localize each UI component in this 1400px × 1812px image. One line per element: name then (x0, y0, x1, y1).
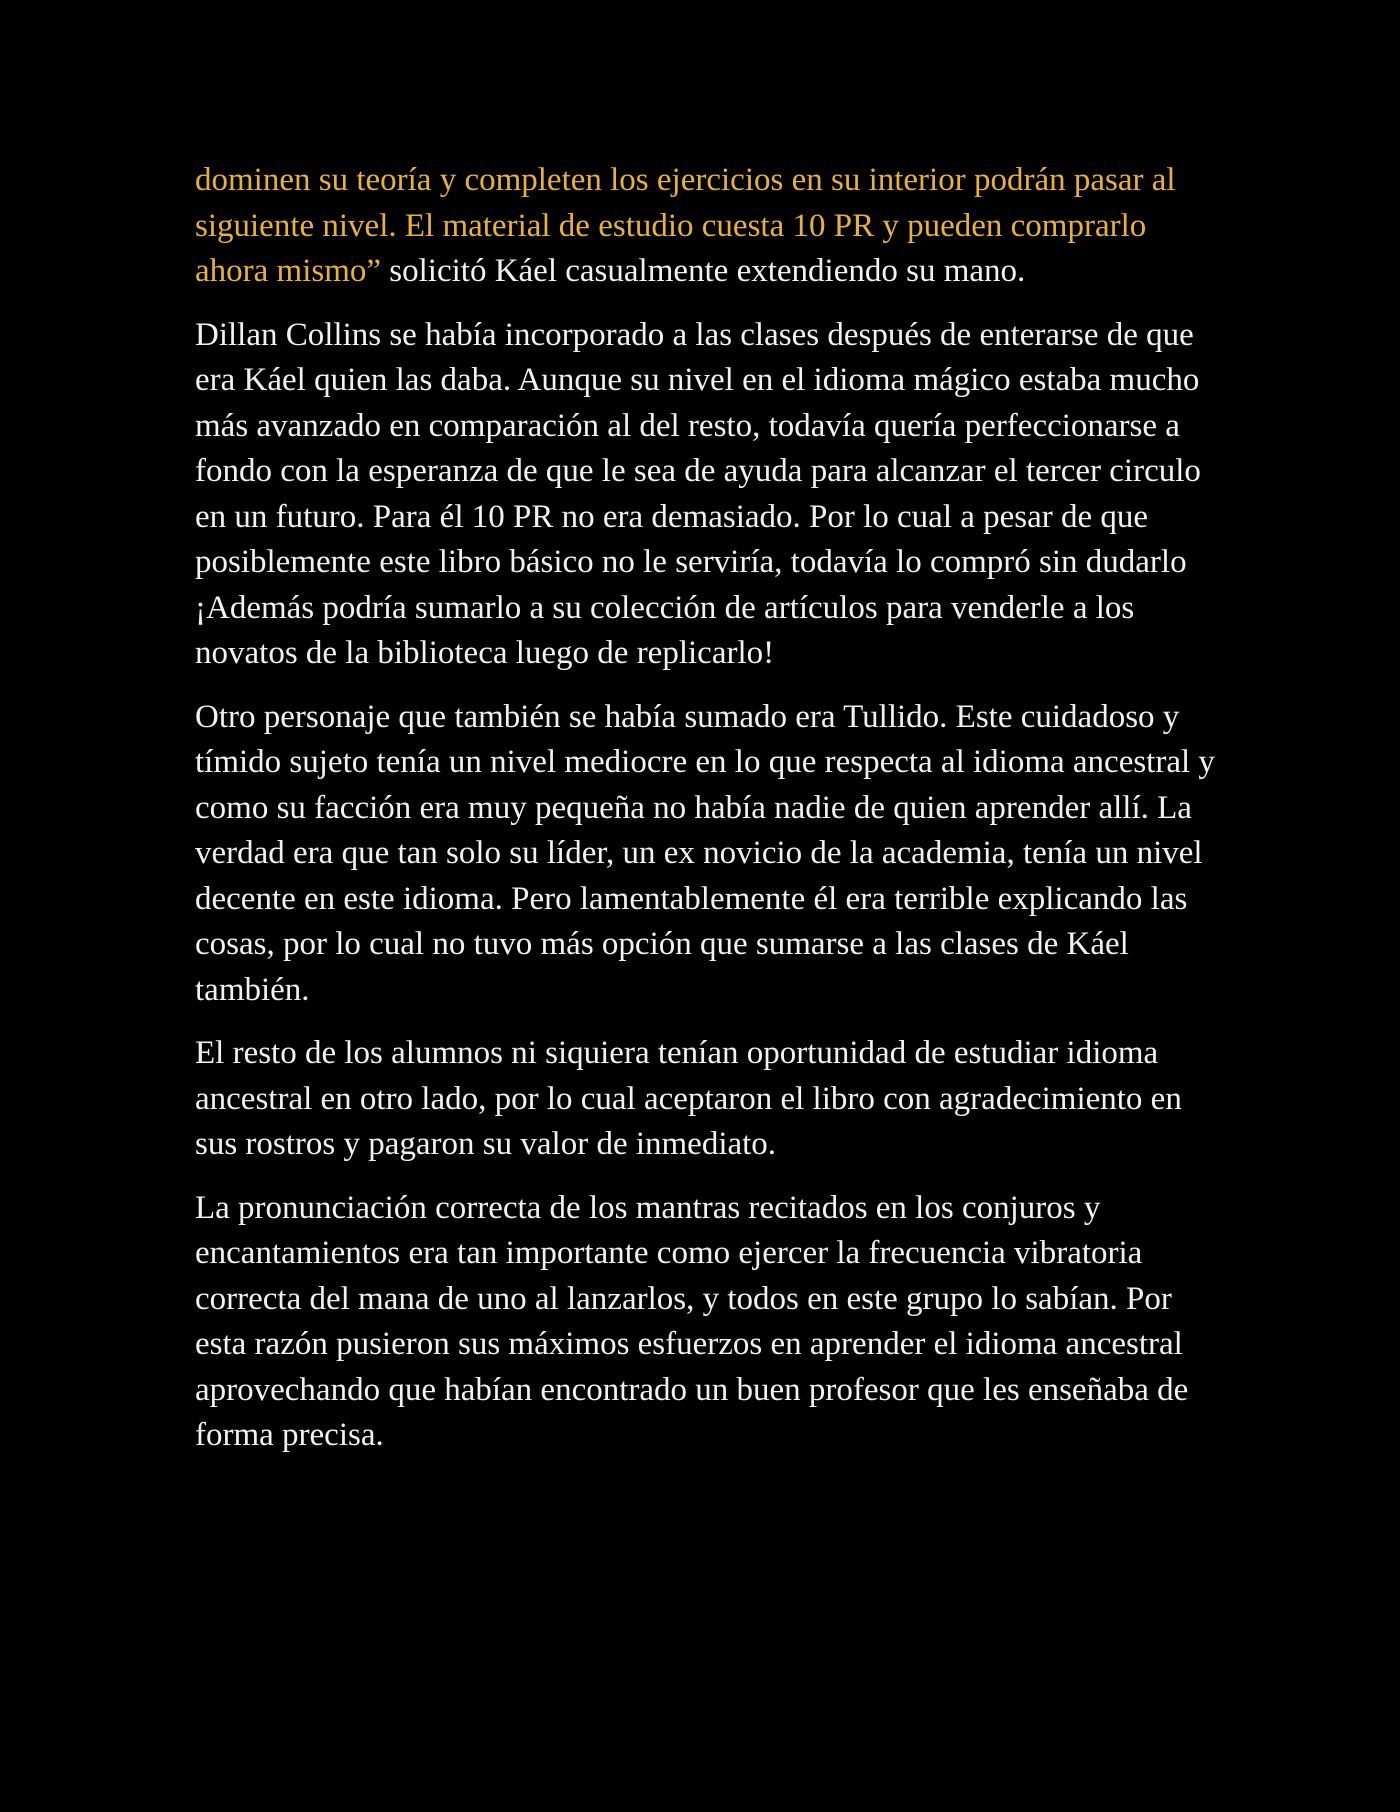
paragraph-2: Dillan Collins se había incorporado a las clases después de enterarse de que era Káel quien las daba. Aunque su nivel en el idioma mágico estaba mucho más avanzado en comparación al del resto, todavía quería perfeccionarse a fondo con la esperanza de que le sea de ayuda para alcanzar el tercer circulo en un futuro. Para él 10 PR no era demasiado. Por lo cual a pesar de que posiblemente este libro básico no le serviría, todavía lo compró sin dudarlo ¡Además podría sumarlo a su colección de artículos para venderle a los novatos de la biblioteca luego de replicarlo! (195, 316, 1201, 671)
paragraph-5: La pronunciación correcta de los mantras recitados en los conjuros y encantamientos era tan importante como ejercer la frecuencia vibratoria correcta del mana de uno al lanzarlos, y todos en este grupo lo sabían. Por esta razón pusieron sus máximos esfuerzos en aprender el idioma ancestral aprovechando que habían encontrado un buen profesor que les enseñaba de forma precisa. (195, 1189, 1189, 1453)
narration-text: solicitó Káel casualmente extendiendo su mano. (381, 253, 1026, 289)
paragraph-1 (195, 158, 1215, 295)
paragraph-4: El resto de los alumnos ni siquiera tenían oportunidad de estudiar idioma ancestral en otro lado, por lo cual aceptaron el libro con agradecimiento en sus rostros y pagaron su valor de inmediato. (195, 1035, 1182, 1162)
highlighted-dialogue: dominen su teoría y completen los ejercicios en su interior podrán pasar al siguiente nivel. El material de estudio cuesta 10 PR y pueden comprarlo ahora mismo” (195, 162, 1176, 289)
paragraph-3: Otro personaje que también se había sumado era Tullido. Este cuidadoso y tímido sujeto tenía un nivel mediocre en lo que respecta al idioma ancestral y como su facción era muy pequeña no había nadie de quien aprender allí. La verdad era que tan solo su líder, un ex novicio de la academia, tenía un nivel decente en este idioma. Pero lamentablemente él era terrible explicando las cosas, por lo cual no tuvo más opción que sumarse a las clases de Káel también. (195, 698, 1215, 1008)
page-body (195, 158, 1215, 1477)
